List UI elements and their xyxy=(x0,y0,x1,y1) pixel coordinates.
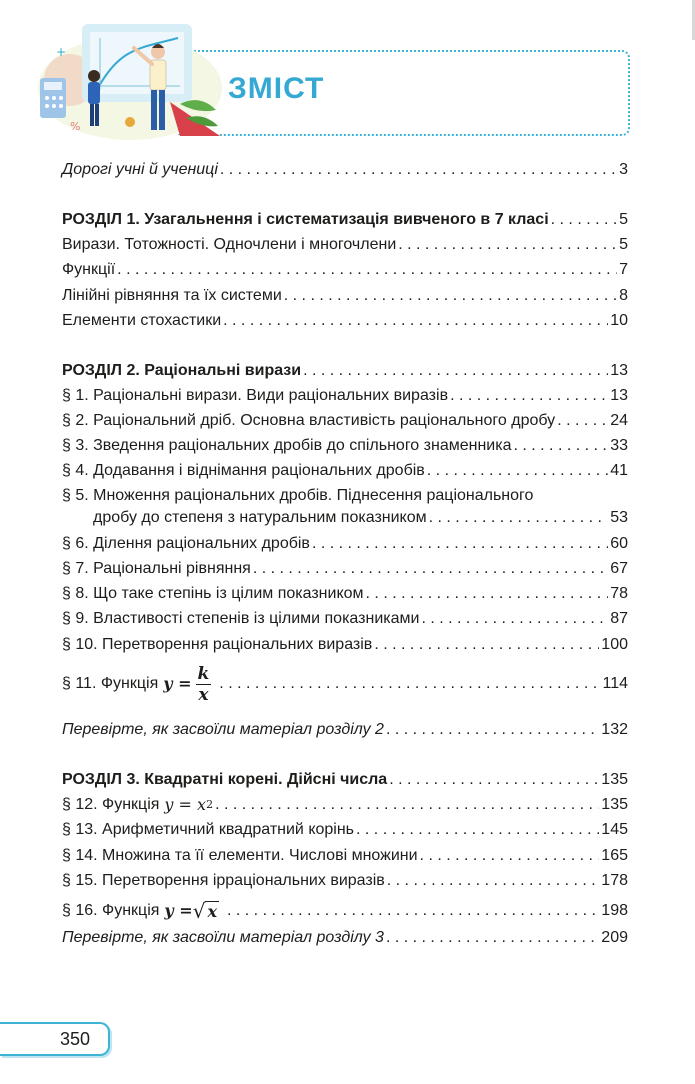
toc-entry-page: 114 xyxy=(602,675,628,692)
toc-entry-label-continued: дробу до степеня з натуральним показником xyxy=(93,509,427,526)
teacher-board-illustration xyxy=(30,18,230,140)
toc-entry-label: § 15. Перетворення ірраціональних виразів xyxy=(62,872,385,889)
toc-entry[interactable] xyxy=(62,258,628,280)
dot-leader xyxy=(420,846,600,866)
toc-entry-page: 7 xyxy=(619,261,628,278)
toc-entry-page: 5 xyxy=(619,211,628,228)
toc-entry-page: 67 xyxy=(610,560,628,577)
toc-entry[interactable] xyxy=(62,844,628,866)
dot-leader xyxy=(356,820,599,840)
toc-entry-label: Дорогі учні й учениці xyxy=(62,161,218,178)
dot-leader xyxy=(220,160,617,180)
toc-entry[interactable] xyxy=(93,506,628,528)
toc-entry-page: 165 xyxy=(601,847,628,864)
formula: y = x xyxy=(164,795,207,814)
formula-lhs: y = xyxy=(163,674,192,693)
toc-entry[interactable] xyxy=(62,557,628,579)
dot-leader xyxy=(253,559,608,579)
fraction-denominator: x xyxy=(198,684,209,705)
toc-entry-page: 13 xyxy=(610,387,628,404)
dot-leader xyxy=(386,928,599,948)
dot-leader xyxy=(223,311,608,331)
toc-entry-label: § 14. Множина та її елементи. Числові множини xyxy=(62,847,418,864)
toc-entry-page: 132 xyxy=(601,721,628,738)
fraction-formula xyxy=(196,664,212,705)
toc-entry-label: § 10. Перетворення раціональних виразів xyxy=(62,636,373,653)
toc-entry-label: § 1. Раціональні вирази. Види раціональних виразів xyxy=(62,387,449,404)
dot-leader xyxy=(427,461,608,481)
toc-entry[interactable] xyxy=(62,409,628,431)
svg-text:+: + xyxy=(56,45,67,59)
toc-entry-page: 198 xyxy=(601,902,628,919)
dot-leader xyxy=(227,901,599,921)
toc-entry-page: 33 xyxy=(610,437,628,454)
dot-leader xyxy=(366,584,609,604)
toc-section-2[interactable] xyxy=(62,359,628,381)
toc-entry-label: § 12. Функція xyxy=(62,796,160,813)
dot-leader xyxy=(421,609,608,629)
toc-entry[interactable] xyxy=(62,532,628,554)
toc-entry-check-2[interactable] xyxy=(62,718,628,740)
dot-leader xyxy=(429,508,609,528)
toc-entry[interactable] xyxy=(62,662,628,706)
toc-entry-label: § 13. Арифметичний квадратний корінь xyxy=(62,821,355,838)
toc-entry-page: 100 xyxy=(601,636,628,653)
toc-entry[interactable] xyxy=(62,309,628,331)
page-title: ЗМІСТ xyxy=(228,72,325,105)
toc-entry-page: 10 xyxy=(610,312,628,329)
toc-entry-label: § 9. Властивості степенів із цілими показниками xyxy=(62,610,420,627)
toc-entry-page: 8 xyxy=(619,287,628,304)
toc-entry-page: 87 xyxy=(610,610,628,627)
toc-entry-label: § 7. Раціональні рівняння xyxy=(62,560,251,577)
toc-entry-label: Перевірте, як засвоїли матеріал розділу 2 xyxy=(62,721,384,738)
dot-leader xyxy=(513,436,608,456)
dot-leader xyxy=(312,534,608,554)
toc-entry[interactable] xyxy=(62,633,628,655)
dot-leader xyxy=(284,286,617,306)
toc-entry-label: § 3. Зведення раціональних дробів до спільного знаменника xyxy=(62,437,512,454)
toc-entry-page: 145 xyxy=(601,821,628,838)
toc-entry-label: § 4. Додавання і віднімання раціональних дробів xyxy=(62,462,425,479)
toc-entry[interactable] xyxy=(62,233,628,255)
toc-entry-label: Лінійні рівняння та їх системи xyxy=(62,287,282,304)
toc-entry[interactable] xyxy=(62,434,628,456)
dot-leader xyxy=(215,795,599,815)
toc-entry-page: 209 xyxy=(601,929,628,946)
dot-leader xyxy=(557,411,608,431)
toc-section-label: РОЗДІЛ 2. Раціональні вирази xyxy=(62,362,302,379)
toc-entry-label: § 16. Функція xyxy=(62,902,160,919)
toc-entry-label: Елементи стохастики xyxy=(62,312,222,329)
toc-entry[interactable] xyxy=(62,818,628,840)
dot-leader xyxy=(303,361,608,381)
toc-section-3[interactable] xyxy=(62,768,628,790)
toc-entry[interactable] xyxy=(62,896,628,926)
dot-leader xyxy=(551,210,617,230)
dot-leader xyxy=(450,386,608,406)
toc-entry-page: 53 xyxy=(610,509,628,526)
toc-entry-label: § 6. Ділення раціональних дробів xyxy=(62,535,310,552)
page-number-tab xyxy=(0,1022,110,1056)
toc-entry[interactable] xyxy=(62,459,628,481)
toc-entry[interactable] xyxy=(62,607,628,629)
toc-entry[interactable] xyxy=(62,869,628,891)
toc-section-label: РОЗДІЛ 3. Квадратні корені. Дійсні числа xyxy=(62,771,388,788)
dot-leader xyxy=(387,871,600,891)
square-root-sign: √ xyxy=(192,899,206,923)
page-number: 350 xyxy=(60,1029,91,1049)
toc-entry-check-3[interactable] xyxy=(62,926,628,948)
toc-entry-page: 178 xyxy=(601,872,628,889)
toc-section-label: РОЗДІЛ 1. Узагальнення і систематизація вивченого в 7 класі xyxy=(62,211,549,228)
toc-entry-label[interactable]: § 5. Множення раціональних дробів. Піднесення раціонального xyxy=(62,487,534,504)
toc-section-1[interactable] xyxy=(62,208,628,230)
toc-entry-page: 3 xyxy=(619,161,628,178)
dot-leader xyxy=(117,260,617,280)
dot-leader xyxy=(386,720,599,740)
toc-entry-label: § 8. Що таке степінь із цілим показником xyxy=(62,585,364,602)
toc-entry-label: § 2. Раціональний дріб. Основна властивість раціонального дробу xyxy=(62,412,556,429)
toc-entry[interactable] xyxy=(62,793,628,815)
toc-entry-label: Перевірте, як засвоїли матеріал розділу 3 xyxy=(62,929,384,946)
toc-entry-intro[interactable] xyxy=(62,158,628,180)
toc-entry-page: 60 xyxy=(610,535,628,552)
toc-entry-page: 78 xyxy=(610,585,628,602)
dot-leader xyxy=(374,635,599,655)
formula-lhs: y = xyxy=(164,901,193,920)
fraction-numerator: k xyxy=(197,663,210,684)
dot-leader xyxy=(219,674,600,694)
toc-entry[interactable] xyxy=(62,582,628,604)
toc-entry-page: 5 xyxy=(619,236,628,253)
formula-exponent: 2 xyxy=(206,798,214,811)
toc-entry-page: 135 xyxy=(601,771,628,788)
toc-entry[interactable] xyxy=(62,284,628,306)
toc-entry-page: 24 xyxy=(610,412,628,429)
toc-entry-label: Функції xyxy=(62,261,116,278)
toc-entry-label: Вирази. Тотожності. Одночлени і многочлени xyxy=(62,236,397,253)
svg-text:%: % xyxy=(70,120,81,133)
dot-leader xyxy=(398,235,617,255)
toc-entry[interactable] xyxy=(62,384,628,406)
toc-entry-page: 13 xyxy=(610,362,628,379)
toc-entry-page: 135 xyxy=(601,796,628,813)
radicand: x xyxy=(207,901,217,921)
header xyxy=(0,0,695,150)
dot-leader xyxy=(389,770,599,790)
toc-entry-label: § 11. Функція xyxy=(62,675,159,692)
toc-entry-page: 41 xyxy=(610,462,628,479)
